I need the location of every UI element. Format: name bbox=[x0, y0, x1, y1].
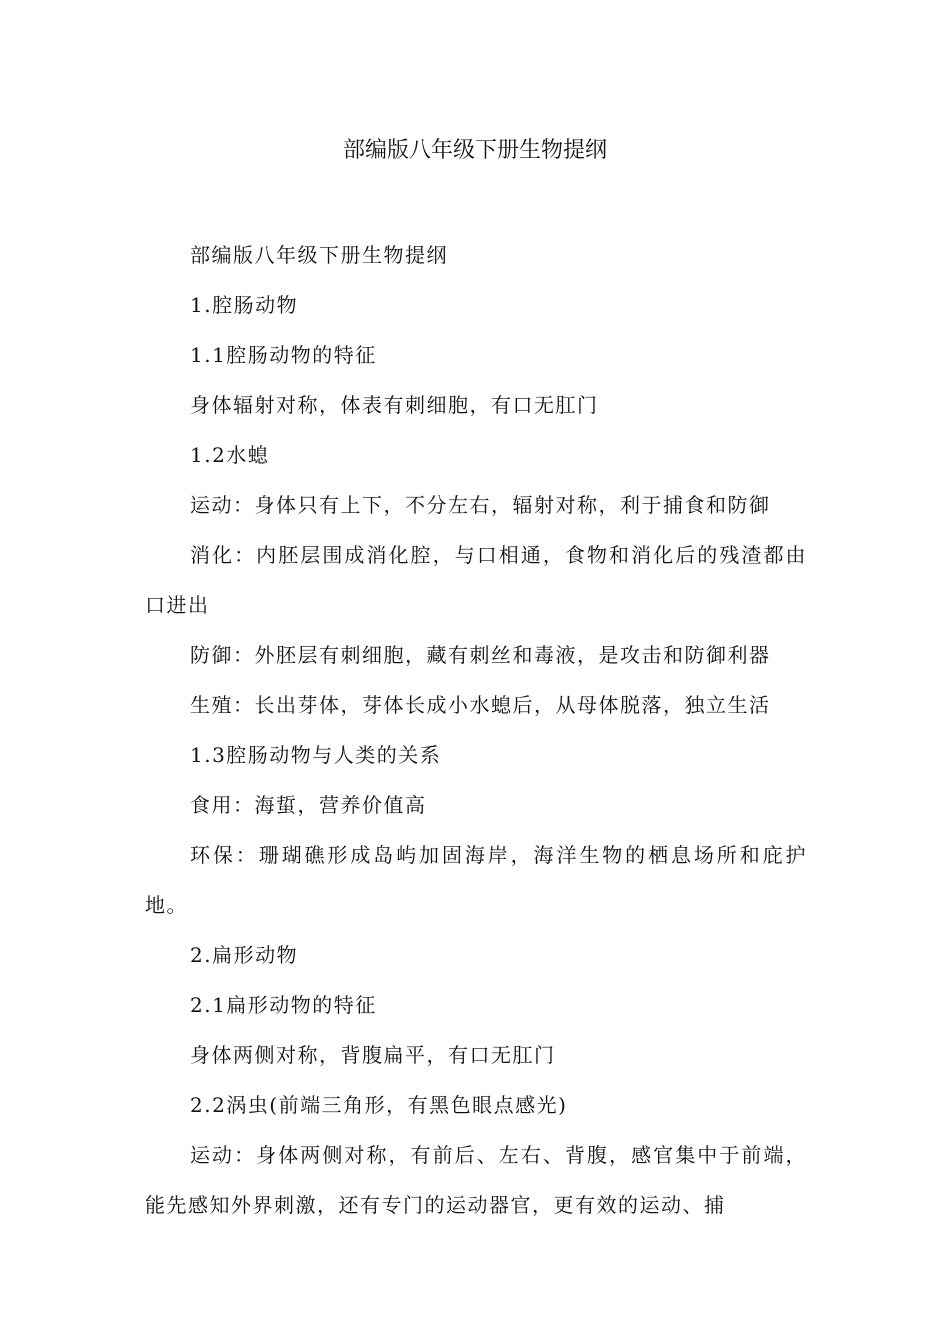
paragraph: 消化：内胚层围成消化腔，与口相通，食物和消化后的残渣都由口进出 bbox=[145, 543, 807, 617]
document-body bbox=[145, 230, 807, 1230]
paragraph: 环保：珊瑚礁形成岛屿加固海岸，海洋生物的栖息场所和庇护地。 bbox=[145, 843, 807, 917]
section-heading: 1.腔肠动物 bbox=[190, 293, 299, 317]
paragraph: 身体辐射对称，体表有刺细胞，有口无肛门 bbox=[190, 393, 599, 417]
subsection-heading: 2.1扁形动物的特征 bbox=[190, 993, 377, 1017]
paragraph: 运动：身体两侧对称，有前后、左右、背腹，感官集中于前端，能先感知外界刺激，还有专门的运动器官，更有效的运动、捕 bbox=[145, 1143, 807, 1217]
subsection-heading: 2.2涡虫(前端三角形，有黑色眼点感光) bbox=[190, 1093, 568, 1117]
paragraph: 防御：外胚层有刺细胞，藏有刺丝和毒液，是攻击和防御利器 bbox=[190, 643, 771, 667]
page-title: 部编版八年级下册生物提纲 bbox=[342, 138, 607, 163]
paragraph: 食用：海蜇，营养价值高 bbox=[190, 793, 427, 817]
paragraph: 身体两侧对称，背腹扁平，有口无肛门 bbox=[190, 1043, 556, 1067]
paragraph: 运动：身体只有上下，不分左右，辐射对称，利于捕食和防御 bbox=[190, 493, 771, 517]
paragraph-heading: 部编版八年级下册生物提纲 bbox=[190, 243, 448, 267]
section-heading: 2.扁形动物 bbox=[190, 943, 299, 967]
subsection-heading: 1.1腔肠动物的特征 bbox=[190, 343, 377, 367]
subsection-heading: 1.3腔肠动物与人类的关系 bbox=[190, 743, 442, 767]
paragraph: 生殖：长出芽体，芽体长成小水螅后，从母体脱落，独立生活 bbox=[190, 693, 771, 717]
subsection-heading: 1.2水螅 bbox=[190, 443, 270, 467]
